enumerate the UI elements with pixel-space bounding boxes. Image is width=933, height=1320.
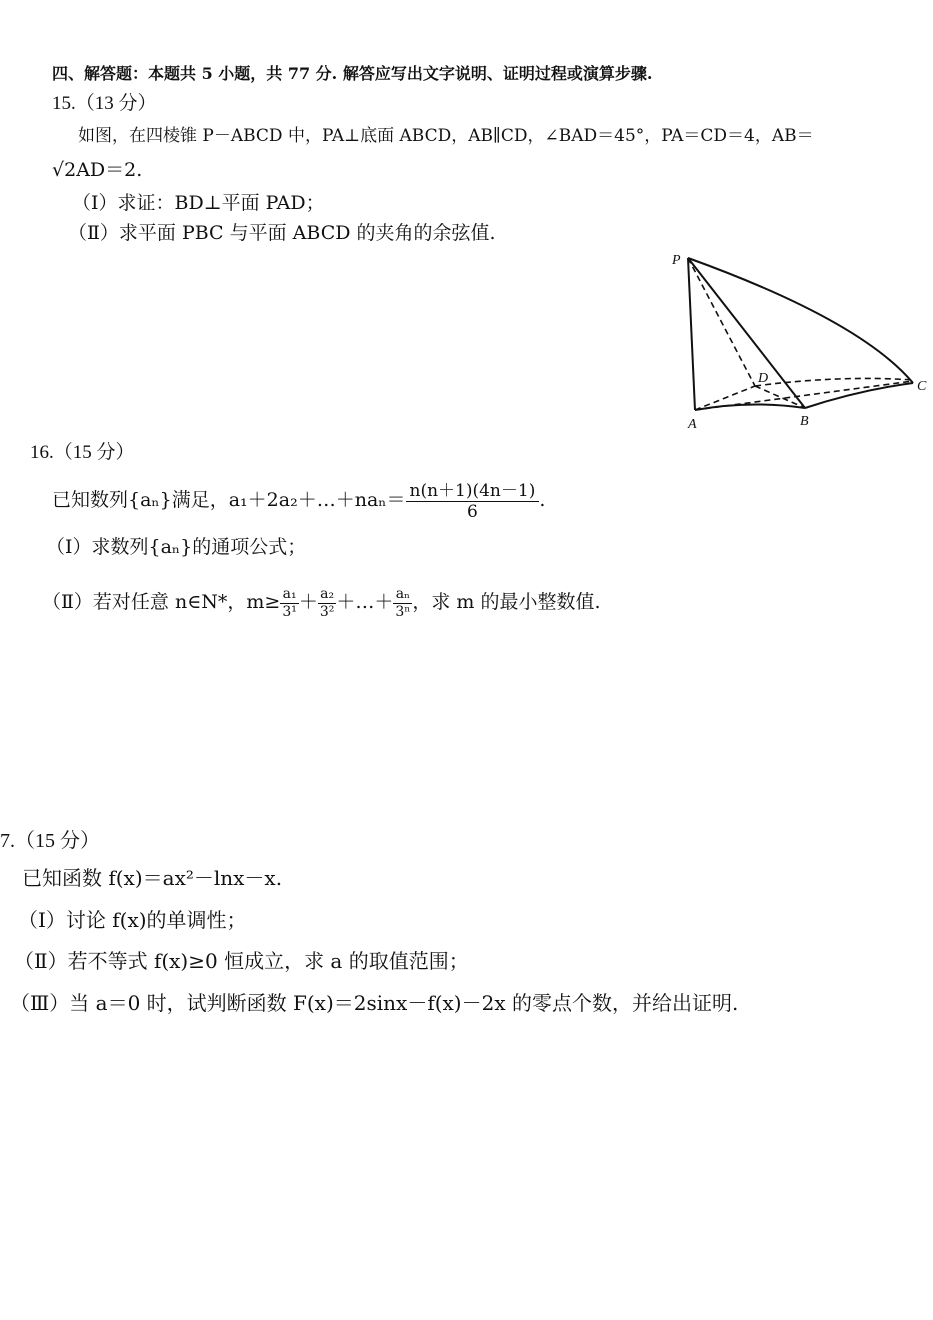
q16-stem-prefix: 已知数列{aₙ}满足，a₁＋2a₂＋…＋naₙ＝ <box>52 489 406 511</box>
q16-number: 16.（15 分） <box>30 442 135 463</box>
q16-term1-num: a₁ <box>280 586 299 604</box>
q15-stem-line1: 如图，在四棱锥 P－ABCD 中，PA⊥底面 ABCD，AB∥CD，∠BAD＝45°，PA＝CD＝4，AB＝ <box>78 126 814 146</box>
q16-term3 <box>393 586 412 621</box>
section-heading: 四、解答题：本题共 5 小题，共 77 分. 解答应写出文字说明、证明过程或演算步骤. <box>52 64 653 83</box>
q16-part2-suffix: ，求 m 的最小整数值. <box>412 591 601 613</box>
q15-stem-line2: √2AD＝2. <box>52 159 143 181</box>
q16-term3-den: 3ⁿ <box>395 603 411 620</box>
q16-plus2: ＋…＋ <box>336 591 394 613</box>
q16-frac-num: n(n＋1)(4n－1) <box>406 481 540 502</box>
q16-stem-suffix: . <box>539 489 546 511</box>
q16-term2 <box>318 586 337 621</box>
label-d: D <box>758 371 769 386</box>
q16-frac-den: 6 <box>467 501 478 522</box>
q16-part2 <box>42 580 601 624</box>
q16-term2-num: a₂ <box>318 586 337 604</box>
edge-pc <box>688 258 913 383</box>
q15-part2: （Ⅱ）求平面 PBC 与平面 ABCD 的夹角的余弦值. <box>68 222 496 244</box>
edge-ab <box>695 404 805 410</box>
q17-part1: （Ⅰ）讨论 f(x)的单调性； <box>18 908 247 932</box>
edge-pd <box>688 258 755 386</box>
q15-part1: （Ⅰ）求证：BD⊥平面 PAD； <box>72 192 325 214</box>
q16-term2-den: 3² <box>319 603 335 620</box>
q16-part1: （Ⅰ）求数列{aₙ}的通项公式； <box>46 536 307 558</box>
q16-fraction <box>406 481 540 522</box>
edge-bc <box>805 383 913 408</box>
pyramid-figure <box>660 250 930 435</box>
q16-term3-num: aₙ <box>393 586 412 604</box>
label-a: A <box>688 417 697 432</box>
q16-term1-den: 3¹ <box>282 603 297 620</box>
q17-part2: （Ⅱ）若不等式 f(x)≥0 恒成立，求 a 的取值范围； <box>14 949 469 973</box>
q17-stem: 已知函数 f(x)＝ax²－lnx－x. <box>22 866 283 890</box>
q16-stem <box>52 478 545 522</box>
q17-number: 7.（15 分） <box>0 830 100 852</box>
q17-part3: （Ⅲ）当 a＝0 时，试判断函数 F(x)＝2sinx－f(x)－2x 的零点个数，并给出证明. <box>10 991 739 1015</box>
edge-pa <box>688 258 695 410</box>
q16-part2-prefix: （Ⅱ）若对任意 n∈N*，m≥ <box>42 591 281 613</box>
q16-plus1: ＋ <box>298 591 318 613</box>
label-p: P <box>672 253 681 268</box>
q16-term1 <box>280 586 299 621</box>
label-b: B <box>800 414 809 429</box>
q15-number: 15.（13 分） <box>52 93 157 114</box>
label-c: C <box>917 379 927 394</box>
